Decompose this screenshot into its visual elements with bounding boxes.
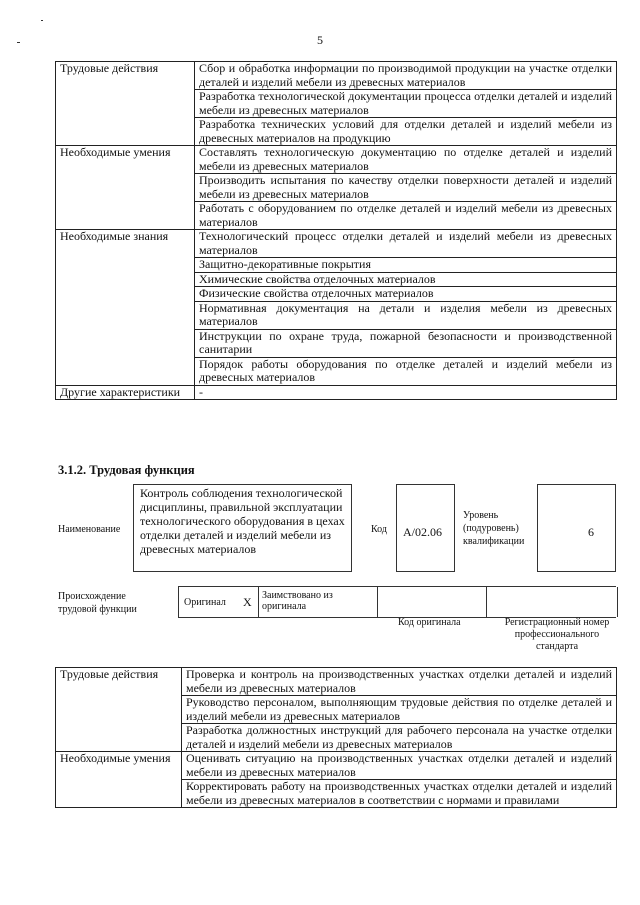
group-item: Разработка технических условий для отделки деталей и изделий мебели из древесных материалов на продукцию — [195, 118, 617, 146]
code-box — [396, 484, 455, 572]
competency-table-2 — [55, 667, 617, 808]
group-item: Химические свойства отделочных материалов — [195, 272, 617, 287]
code-label: Код — [371, 524, 387, 535]
group-label: Необходимые умения — [56, 146, 195, 230]
reg-number-cell — [486, 587, 618, 617]
group-item: Оценивать ситуацию на производственных участках отделки деталей и изделий мебели из древесных материалов — [182, 752, 617, 780]
reg-caption-line: профессионального — [514, 629, 600, 640]
reg-number-caption — [492, 617, 622, 653]
group-item: - — [195, 385, 617, 400]
group-item: Составлять технологическую документацию по отделке деталей и изделий мебели из древесных материалов — [195, 146, 617, 174]
table-row — [56, 668, 617, 696]
origin-original-mark: X — [243, 595, 252, 609]
origin-row — [178, 586, 616, 618]
function-name-box: Контроль соблюдения технологической дисциплины, правильной эксплуатации технологического оборудования в цехах отделки деталей и изделий мебели из древесных материалов — [133, 484, 352, 572]
scan-mark — [41, 20, 43, 21]
table-row — [56, 230, 617, 258]
level-label-line: квалификации — [463, 536, 525, 547]
group-label: Трудовые действия — [56, 668, 182, 752]
origin-label-line: трудовой функции — [58, 604, 137, 615]
level-label-line: Уровень — [463, 510, 499, 521]
group-item: Производить испытания по качеству отделки поверхности деталей и изделий мебели из древесных материалов — [195, 174, 617, 202]
code-original-caption: Код оригинала — [398, 617, 461, 628]
group-label: Необходимые умения — [56, 752, 182, 808]
group-label: Необходимые знания — [56, 230, 195, 386]
competency-table-1 — [55, 61, 617, 400]
group-label: Другие характеристики — [56, 385, 195, 400]
group-item: Работать с оборудованием по отделке деталей и изделий мебели из древесных материалов — [195, 202, 617, 230]
page-number: 5 — [317, 33, 323, 47]
level-value: 6 — [588, 525, 594, 539]
origin-borrowed-cell — [258, 587, 377, 617]
table-row — [56, 62, 617, 90]
origin-borrowed-label — [262, 590, 333, 612]
section-heading: 3.1.2. Трудовая функция — [58, 463, 195, 477]
table-row — [56, 385, 617, 400]
origin-original-cell — [178, 587, 258, 617]
level-label — [463, 509, 524, 548]
group-item: Инструкции по охране труда, пожарной безопасности и производственной санитарии — [195, 329, 617, 357]
group-item: Порядок работы оборудования по отделке деталей и изделий мебели из древесных материалов — [195, 357, 617, 385]
origin-borrowed-line: Заимствовано из — [262, 590, 333, 601]
group-item: Разработка технологической документации процесса отделки деталей и изделий мебели из древесных материалов — [195, 90, 617, 118]
group-item: Корректировать работу на производственных участках отделки деталей и изделий мебели из древесных материалов в соответствии с нормами и правилами — [182, 780, 617, 808]
group-item: Физические свойства отделочных материалов — [195, 287, 617, 302]
group-item: Технологический процесс отделки деталей и изделий мебели из древесных материалов — [195, 230, 617, 258]
origin-borrowed-line: оригинала — [262, 601, 307, 612]
group-item: Разработка должностных инструкций для рабочего персонала на участке отделки деталей и изделий мебели из древесных материалов — [182, 724, 617, 752]
level-label-line: (подуровень) — [463, 523, 519, 534]
origin-label-line: Происхождение — [58, 591, 126, 602]
table-row — [56, 752, 617, 780]
group-item: Нормативная документация на детали и изделия мебели из древесных материалов — [195, 301, 617, 329]
level-box — [537, 484, 616, 572]
reg-caption-line: Регистрационный номер — [504, 617, 610, 628]
group-item: Проверка и контроль на производственных участках отделки деталей и изделий мебели из древесных материалов — [182, 668, 617, 696]
group-item: Сбор и обработка информации по производимой продукции на участке отделки деталей и изделий мебели из древесных материалов — [195, 62, 617, 90]
group-label: Трудовые действия — [56, 62, 195, 146]
code-value: А/02.06 — [403, 525, 442, 539]
reg-caption-line: стандарта — [535, 641, 579, 652]
group-item: Защитно-декоративные покрытия — [195, 258, 617, 273]
code-original-cell — [377, 587, 486, 617]
group-item: Руководство персоналом, выполняющим трудовые действия по отделке деталей и изделий мебели из древесных материалов — [182, 696, 617, 724]
name-label: Наименование — [58, 524, 121, 535]
table-row — [56, 146, 617, 174]
origin-label — [58, 590, 137, 616]
origin-original-label: Оригинал — [184, 597, 226, 608]
